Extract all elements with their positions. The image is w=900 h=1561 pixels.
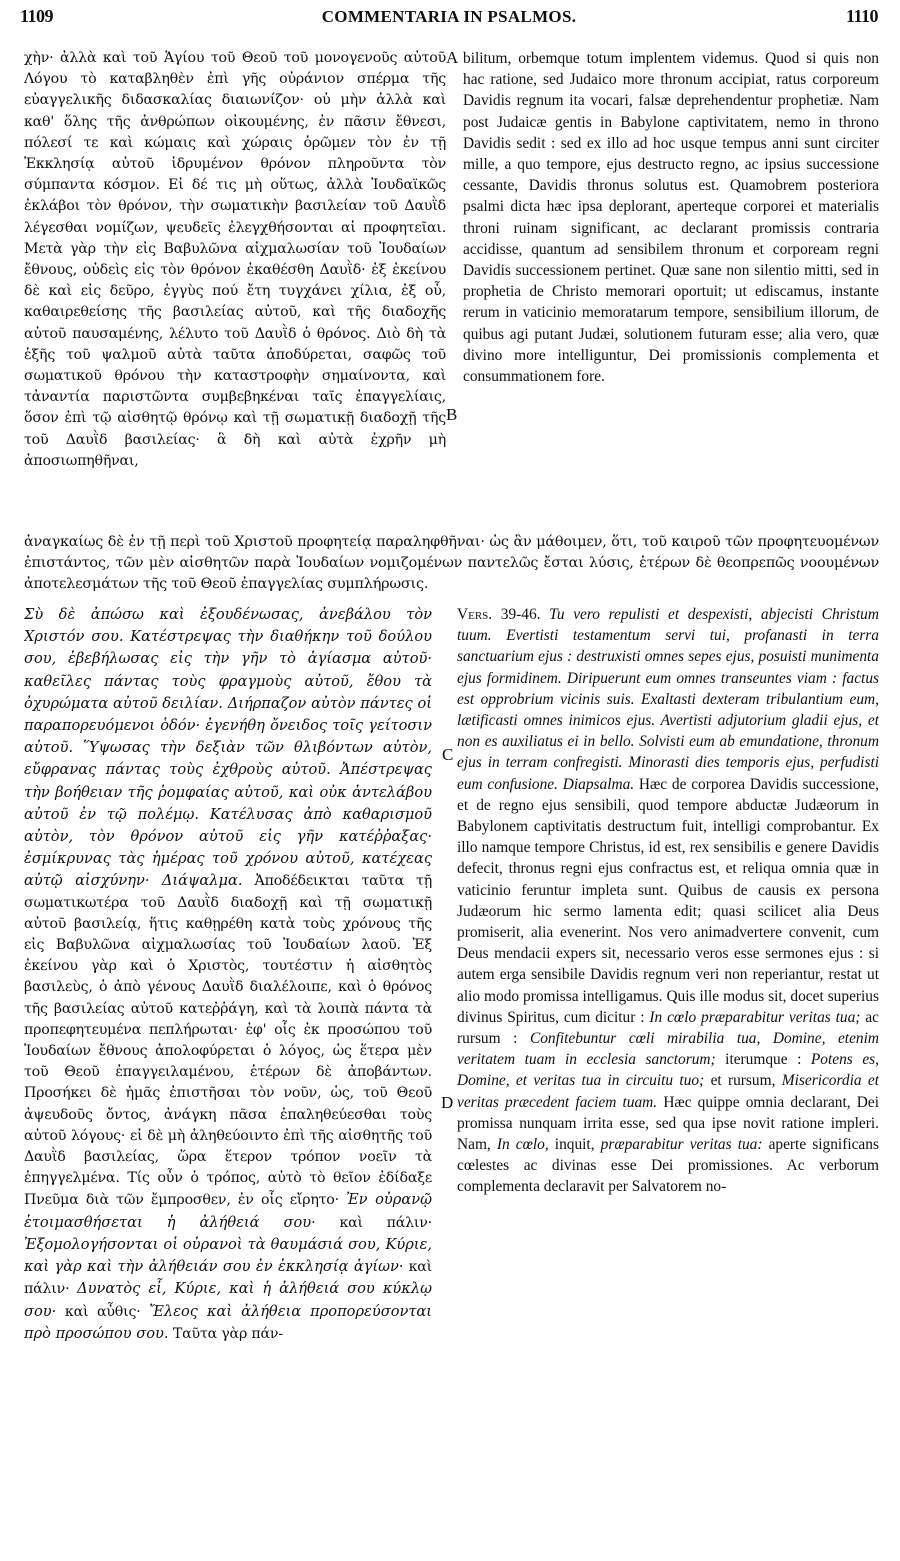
greek-psalm-verse: Σὺ δὲ ἀπώσω καὶ ἐξουδένωσας, ἀνεβάλου τὸν Χριστόν σου. Κατέστρεψας τὴν διαθήκην τοῦ δούλου σου, ἐβεβήλωσας εἰς τὴν γῆν τὸ ἁγίασμα αὐτοῦ· καθεῖλες πάντας τοὺς φραγμοὺς αὐτοῦ, ἔθου τὰ ὀχυρώματα αὐτοῦ δειλίαν. Διήρπαζον αὐτὸν πάντες οἱ παραπορευόμενοι ὁδόν· ἐγενήθη ὄνειδος τοῖς γείτοσιν αὐτοῦ. Ὕψωσας τὴν δεξιὰν τῶν θλιβόντων αὐτὸν, εὔφρανας πάντας τοὺς ἐχθροὺς αὐτοῦ. Ἀπέστρεψας τὴν βοήθειαν τῆς ῥομφαίας αὐτοῦ, καὶ οὐκ ἀντελάβου αὐτοῦ ἐν τῷ πολέμῳ. Κατέλυσας ἀπὸ καθαρισμοῦ αὐτὸν, τὸν θρόνον αὐτοῦ εἰς γῆν κατέῤῥαξας· ἐσμίκρυνας τὰς ἡμέρας τοῦ χρόνου αὐτοῦ, κατέχεας αὐτῷ αἰσχύνην· Διάψαλμα. [24, 606, 432, 890]
latin-quote-5: In cœlo, [496, 1136, 549, 1154]
latin-psalm-verse: Tu vero repulisti et despexisti, abjecisti Christum tuum. Evertisti testamentum servi tui, profanasti in terra sanctuarium ejus : destruxisti omnes sepes ejus, posuisti munimenta ejus formidinem. Diripuerunt eum omnes transeuntes viam : factus est opprobrium vicinis suis. Exaltasti dexteram tribulantium eum, lætificasti omnes inimicos ejus. Avertisti adjutorium gladii ejus, et non es auxiliatus ei in bello. Solvisti eum ab emundatione, thronum ejus in terram confregisti. Minorasti dies temporis ejus, perfudisti eum confusione. Diapsalma. [457, 606, 879, 793]
greek-mid-1: καὶ πάλιν· [339, 1214, 432, 1231]
greek-paragraph-top: χὴν· ἀλλὰ καὶ τοῦ Ἁγίου τοῦ Θεοῦ τοῦ μονογενοῦς αὐτοῦ Λόγου τὸ καταβληθὲν ἐπὶ γῆς οὐράνιον σπέρμα τῆς εὐαγγελικῆς διδασκαλίας διαιωνίζον· οὐ μὴν ἀλλὰ καὶ καθ' ὅλης τῆς ἀνθρώπων οἰκουμένης, ἐν πᾶσιν ἔθνεσι, πόλεσί τε καὶ κώμαις καὶ χώραις ὁρῶμεν τὸν ἐν τῇ Ἐκκλησίᾳ αὐτοῦ ἱδρυμένον θρόνον πληροῦντα τὸν σύμπαντα κόσμον. Εἰ δέ τις μὴ οὕτως, ἀλλὰ Ἰουδαϊκῶς ἐκλάβοι τὸν θρόνον, τὴν σωματικὴν βασιλείαν τοῦ Δαυῒδ λέγεσθαι νομίζων, ψευδεῖς ἐλεγχθήσονται αἱ προφητεῖαι. Μετὰ γὰρ τὴν εἰς Βαβυλῶνα αἰχμαλωσίαν τοῦ Ἰουδαίων ἔθνους, οὐδεὶς εἰς τὸν θρόνον ἐκαθέσθη Δαυῒδ· ἐξ ἐκείνου δὲ καὶ εἰς δεῦρο, ἐγγὺς πού ἔτη τυγχάνει χίλια, ἐξ οὗ, καθαιρεθείσης τῆς βασιλείας αὐτοῦ, καὶ τῆς διαδοχῆς αὐτοῦ παυσαμένης, λέλυτο τοῦ Δαυῒδ ὁ θρόνος. Διὸ δὴ τὰ ἑξῆς τοῦ ψαλμοῦ αὐτὰ ταῦτα ἀποδύρεται, σαφῶς τοῦ σωματικοῦ θρόνου τὴν καταστροφὴν σημαίνοντα, καὶ τἀναντία παριστῶντα συμβεβηκέναι ταῖς ἐπαγγελίαις, ὅσον ἐπὶ τῷ αἰσθητῷ θρόνῳ καὶ τῇ σωματικῇ διαδοχῇ τῆς τοῦ Δαυῒδ βασιλείας· ἃ δὴ καὶ αὐτὰ ἐχρῆν μὴ ἀποσιωπηθῆναι, [24, 50, 446, 469]
margin-marker-c: C [442, 745, 454, 764]
latin-quote-3: Potens es, Domine, et veritas tua in circuitu tuo; [457, 1051, 879, 1090]
margin-marker-d: D [441, 1093, 454, 1112]
greek-commentary-1: Ἀποδέδεικται ταῦτα τῇ σωματικωτέρα τοῦ Δαυῒδ διαδοχῇ καὶ τῇ σωματικῇ αὐτοῦ βασιλείᾳ, ἥτις καθῃρέθη κατὰ τοὺς χρόνους τῆς εἰς Βαβυλῶνα αἰχμαλωσίας τοῦ Ἰουδαίων λαοῦ. Ἐξ ἐκείνου γὰρ καὶ ὁ Χριστὸς, τουτέστιν ἡ αἰσθητὸς βασιλεὺς, ὁ ἀπὸ γένους Δαυῒδ διαλέλοιπε, καὶ ὁ θρόνος τῆς βασιλείας αὐτοῦ κατεῤῥάγη, καὶ τὰ λοιπὰ πάντα τὰ προπεφητευμένα πεπλήρωται· ἐφ' οἷς ἐκ προσώπου τοῦ Ἰουδαίων ἔθνους ἀπολοφύρεται ὁ λόγος, ὡς ἕτερα μὲν τοῦ Θεοῦ ἐπαγγειλαμένου, ἑτέρων δὲ ἀποβάντων. Προσήκει δὲ ἡμᾶς ἐπιστῆσαι τὸν νοῦν, ὡς, τοῦ Θεοῦ ἀψευδοῦς ὄντος, ἀνάγκη πᾶσα ἐπαληθεύεσθαι τοὺς αὐτοῦ λόγους· εἰ δὲ μὴ ἀληθεύοιντο ἐπὶ τῆς αἰσθητῆς τοῦ Δαυῒδ βασιλείας, ὥρα ἕτερον τρόπον νοεῖν τὰ ἐπηγγελμένα. Τίς οὖν ὁ τρόπος, αὐτὸ τὸ θεῖον ἐδίδαξε Πνεῦμα διὰ τῶν ἔμπροσθεν, ἐν οἷς εἴρητο· [24, 873, 432, 1209]
greek-verse-paragraph [24, 604, 432, 1345]
latin-verse-paragraph [457, 604, 879, 1198]
margin-marker-a: A [446, 48, 459, 67]
greek-column-top [24, 48, 446, 534]
latin-mid-4: inquit, [554, 1136, 595, 1154]
greek-column-bottom [24, 604, 432, 1524]
greek-mid-3: καὶ αὖθις· [64, 1303, 141, 1320]
greek-quote-4: Ἔλεος καὶ ἀλήθεια προπορεύσονται πρὸ προσώπου σου. [24, 1302, 432, 1342]
latin-mid-3: et rursum, [710, 1072, 776, 1090]
latin-quote-6: præparabitur veritas tua: [600, 1136, 763, 1154]
latin-end: aperte significans cœlestes ac divinas esse Dei promissiones. Ac verborum complementa declaravit per Salvatorem no- [457, 1136, 879, 1196]
latin-mid-1: ac rursum : [457, 1008, 879, 1048]
verse-label: Vers. 39-46. [457, 606, 541, 623]
greek-end: Ταῦτα γὰρ πάν- [172, 1325, 283, 1342]
greek-quote-2: Ἐξομολογήσονται οἱ οὐρανοὶ τὰ θαυμάσιά σου, Κύριε, καὶ γὰρ καὶ τὴν ἀλήθειάν σου ἐν ἐκκλησίᾳ ἁγίων· [24, 1235, 432, 1276]
latin-quote-4: Misericordia et veritas præcedent faciem tuam. [457, 1072, 879, 1111]
latin-commentary-2: Hæc quippe omnia declarant, Dei promissa nunquam irrita esse, sed qua ipse novit ratione impleri. Nam, [457, 1093, 879, 1154]
margin-marker-b: B [446, 405, 458, 424]
latin-mid-2: iterumque : [725, 1051, 802, 1069]
greek-spanning-text: ἀναγκαίως δὲ ἐν τῇ περὶ τοῦ Χριστοῦ προφητείᾳ παραληφθῆναι· ὡς ἂν μάθοιμεν, ὅτι, τοῦ καιροῦ τῶν προφητευομένων ἐπιστάντος, τῶν μὲν αἰσθητῶν παρὰ Ἰουδαίων νομιζομένων παντελῶς ἔσται λύσις, ἑτέρων δὲ θεοπρεπῶς νοουμένων ἀποτελεσμάτων τῆς τοῦ Θεοῦ ἐπαγγελίας συμπλήρωσις. [24, 534, 879, 592]
page-header [20, 6, 878, 30]
latin-quote-1: In cœlo præparabitur veritas tua; [649, 1008, 861, 1026]
latin-paragraph-top: bilitum, orbemque totum implentem videmus. Quod si quis non hac ratione, sed Judaico more thronum accipiat, ratus corporeum Davidis regnum ita vocari, falsæ deprehendentur prophetiæ. Nam post Judaicæ gentis in Babylone captivitatem, nemo in throno Davidis sedit : sed ex illo ad hoc usque tempus anni sunt circiter mille, a quo tempore, ejus destructo regno, ac ipsius successione cessante, Davidis thronus solutus est. Quamobrem posteriora psalmi dicta hæc ipsa deplorant, aperteque corporei et materialis throni ruinam significant, ac declarant promissis contraria accidisse, quantum ad sensibilem thronum et corpoream regni Davidis successionem pertinet. Quæ sane non silentio mitti, sed in prophetia de Christo memorari oportuit; ut ediscamus, instante rerum in vaticinio memoratarum tempore, sensibilium illorum, de quibus agi putant Judæi, solutionem futuram esse; alia vero, quæ divino more intelliguntur, Dei promissionis complementa et consummationem fore. [463, 50, 879, 386]
greek-quote-1: Ἐν οὐρανῷ ἑτοιμασθήσεται ἡ ἀλήθειά σου· [24, 1191, 432, 1231]
page-number-right: 1110 [845, 6, 878, 26]
running-title: COMMENTARIA IN PSALMOS. [321, 7, 577, 26]
greek-spanning-paragraph [24, 532, 879, 600]
latin-column-bottom [457, 604, 879, 1524]
latin-quote-2: Confitebuntur cœli mirabilia tua, Domine, etenim veritatem tuam in ecclesia sanctorum; [457, 1030, 879, 1069]
latin-column-top [463, 48, 879, 534]
greek-quote-3: Δυνατὸς εἶ, Κύριε, καὶ ἡ ἀλήθειά σου κύκλῳ σου· [24, 1280, 432, 1320]
greek-mid-2: καὶ πάλιν· [24, 1259, 432, 1298]
latin-commentary-1: Hæc de corporea Davidis successione, et de regno ejus sensibili, quod tempore abductæ Judæorum in Babylonem captivitatis destructum fuit, intelligi comprobantur. Ex illo namque tempore Christus, id est, rex sensibilis e genere Davidis defecit, thronus regni ejus confractus est, et reliqua omnia quæ in vaticinio feruntur impleta sunt. Quibus de causis ex persona Judæorum hic sermo lamenta edit; quasi scilicet alia Deus promiserit, alia evenerint. Nos vero animadvertere convenit, cum Deus mendacii expers sit, necessario veros esse sermones ejus : si autem erga sensibile Davidis regnum veri non reperiantur, restat ut alio modo promissa intelligamus. Quis ille modus sit, docet superius divinus Spiritus, cum dicitur : [457, 775, 879, 1026]
page-number-left: 1109 [20, 6, 54, 26]
